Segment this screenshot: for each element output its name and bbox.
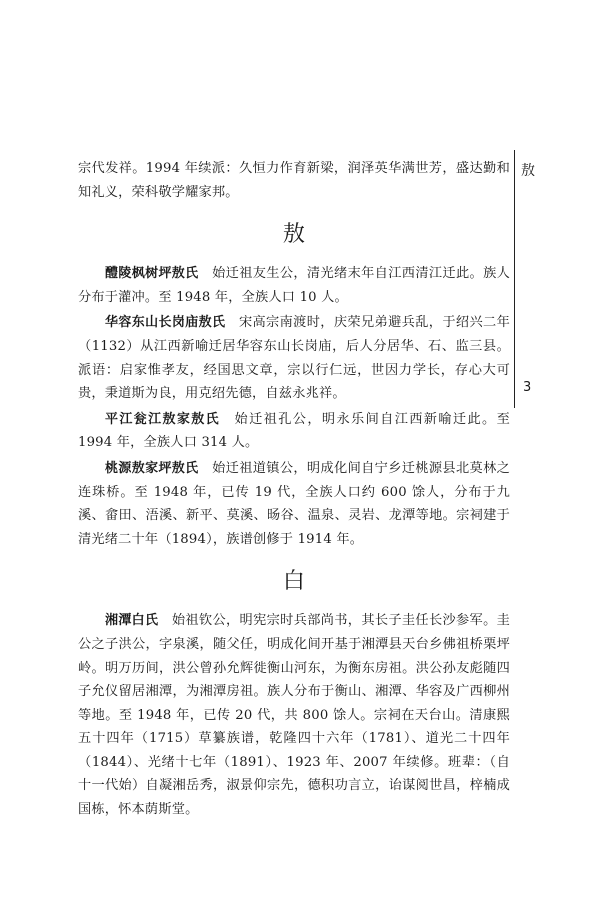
entry-name: 醴陵枫树坪敖氏 [105, 266, 199, 282]
intro-paragraph: 宗代发祥。1994 年续派：久恒力作育新梁，润泽英华满世芳，盛达勤和知礼义，荣科敬学耀家邦。 [78, 161, 510, 200]
entry-paragraph [78, 609, 510, 821]
entry-paragraph [78, 457, 510, 551]
entry-text: 始祖钦公，明宪宗时兵部尚书，其长子圭任长沙参军。圭公之子洪公，字泉溪，随父任，明成化间开基于湘潭县天台乡佛祖桥栗坪岭。明万历间，洪公曾孙允辉徙衡山河东，为衡东房祖。洪公孙友彪随四子允仪留居湘潭，为湘潭房祖。族人分布于衡山、湘潭、华容及广西柳州等地。至 1948 年，已传 20 代，共 800 馀人。宗祠在天台山。清康熙五十四年（1715）草纂族谱，乾隆四十六年（1781）、道光二十四年（1844）、光绪十七年（1891）、1923 年、2007 年续修。班辈：（自十一代始）自凝湘岳秀，淑景仰宗先，德积功言立，诒谋阅世昌，梓楠成国栋，怀本荫斯堂。 [78, 613, 510, 818]
entry-paragraph [78, 311, 510, 405]
entry-text: 始迁祖友生公，清光绪末年自江西清江迁此。族人分布于灌冲。至 1948 年，全族人口 10 人。 [78, 266, 510, 305]
margin-rule [514, 150, 515, 408]
page-number-tick [514, 382, 515, 404]
entry-name: 湘潭白氏 [105, 613, 159, 629]
entry-text: 宋高宗南渡时，庆荣兄弟避兵乱，于绍兴二年（1132）从江西新喻迁居华容东山长岗庙，后人分居华、石、监三县。派语：启家惟孝友，经国思文章，宗以行仁远，世因力学长，存心大可贵，秉道斯为良，用克绍先德，自兹永兆祥。 [78, 315, 510, 402]
entry-name: 平江瓮江敖家敖氏 [105, 411, 220, 427]
section-heading-ao: 敖 [282, 222, 306, 248]
page-number: 3 [523, 380, 532, 395]
entry-name: 桃源敖家坪敖氏 [105, 460, 199, 476]
entry-paragraph [78, 262, 510, 309]
section-heading-bai: 白 [282, 569, 306, 595]
thumb-index-char: 敖 [521, 163, 535, 179]
entry-name: 华容东山长岗庙敖氏 [105, 315, 226, 331]
entry-text: 始迁祖道镇公，明成化间自宁乡迁桃源县北莫林之连珠桥。至 1948 年，已传 19 代，全族人口约 600 馀人，分布于九溪、畲田、浯溪、新平、莫溪、旸谷、温泉、灵岩、龙潭等地。宗祠建于清光绪二十年（1894），族谱创修于 1914 年。 [78, 460, 510, 547]
entry-text: 始迁祖孔公，明永乐间自江西新喻迁此。至 1994 年，全族人口 314 人。 [78, 411, 510, 451]
entry-paragraph [78, 408, 510, 455]
main-text-column [78, 157, 510, 824]
